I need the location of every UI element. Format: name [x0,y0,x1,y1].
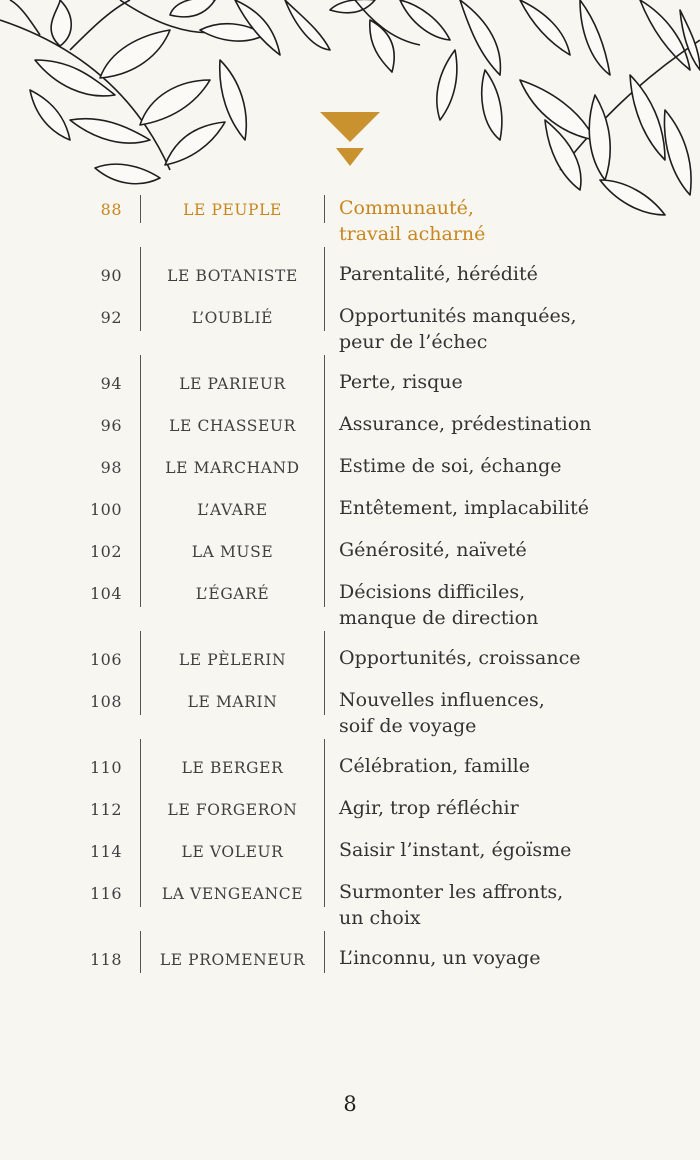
description-line: Opportunités manquées, [339,305,577,327]
toc-entry [70,411,670,439]
toc-entry [70,195,670,247]
description-line: travail acharné [339,223,486,245]
row-spacer [70,739,670,753]
toc-entry [70,453,670,481]
toc-entry [70,879,670,931]
row-spacer [70,439,670,453]
description-line: Estime de soi, échange [339,455,562,477]
row-spacer [70,781,670,795]
toc-entry [70,687,670,739]
entry-description [325,411,629,437]
entry-card-name: LE MARIN [140,687,325,715]
entry-card-name: L’AVARE [140,495,325,523]
entry-card-name: LE PEUPLE [140,195,325,223]
entry-description [325,453,629,479]
row-spacer [70,931,670,945]
entry-page-number: 98 [100,458,122,477]
entry-page-number: 108 [89,692,122,711]
entry-page-number: 100 [89,500,122,519]
toc-entry [70,495,670,523]
entry-page-number: 102 [89,542,122,561]
entry-description [325,645,629,671]
description-line: Assurance, prédestination [339,413,592,435]
entry-description [325,495,629,521]
row-spacer [70,523,670,537]
description-line: Parentalité, hérédité [339,263,538,285]
entry-page-number: 106 [89,650,122,669]
description-line: Surmonter les affronts, [339,881,564,903]
entry-card-name: LA VENGEANCE [140,879,325,907]
entry-description [325,303,629,355]
entry-description [325,195,629,247]
entry-page-number: 114 [89,842,122,861]
entry-page-number: 118 [89,950,122,969]
entry-card-name: LE BERGER [140,753,325,781]
row-spacer [70,865,670,879]
page-number: 8 [343,1092,357,1116]
toc-entry [70,537,670,565]
entry-description [325,753,629,779]
row-spacer [70,481,670,495]
description-line: Opportunités, croissance [339,647,581,669]
gold-triangle-emblem [320,112,380,167]
entry-page-number: 96 [100,416,122,435]
description-line: un choix [339,907,421,929]
entry-description [325,687,629,739]
toc-entry [70,837,670,865]
row-spacer [70,289,670,303]
row-spacer [70,355,670,369]
entry-description [325,261,629,287]
row-spacer [70,565,670,579]
entry-description [325,879,629,931]
entry-description [325,945,629,971]
description-line: L’inconnu, un voyage [339,947,541,969]
toc-entry [70,369,670,397]
entry-card-name: LE PARIEUR [140,369,325,397]
toc-entry [70,753,670,781]
entry-card-name: LE FORGERON [140,795,325,823]
description-line: Générosité, naïveté [339,539,527,561]
toc-entry [70,945,670,973]
entry-page-number: 104 [89,584,122,603]
toc-entry [70,261,670,289]
toc-entry [70,579,670,631]
description-line: Agir, trop réfléchir [339,797,519,819]
description-line: Perte, risque [339,371,463,393]
entry-page-number: 88 [100,200,122,219]
entry-card-name: LA MUSE [140,537,325,565]
toc-entry [70,303,670,355]
entry-description [325,837,629,863]
entry-page-number: 110 [89,758,122,777]
description-line: Célébration, famille [339,755,530,777]
description-line: Nouvelles influences, [339,689,545,711]
entry-page-number: 94 [100,374,122,393]
description-line: Saisir l’instant, égoïsme [339,839,572,861]
entry-page-number: 90 [100,266,122,285]
row-spacer [70,631,670,645]
description-line: Décisions difficiles, [339,581,526,603]
entry-card-name: L’OUBLIÉ [140,303,325,331]
entry-card-name: LE BOTANISTE [140,261,325,289]
toc-entry [70,795,670,823]
entry-description [325,537,629,563]
entry-page-number: 92 [100,308,122,327]
description-line: manque de direction [339,607,539,629]
table-of-contents [70,195,670,973]
entry-card-name: LE MARCHAND [140,453,325,481]
entry-description [325,369,629,395]
row-spacer [70,247,670,261]
row-spacer [70,823,670,837]
entry-description [325,795,629,821]
entry-card-name: LE PROMENEUR [140,945,325,973]
entry-card-name: L’ÉGARÉ [140,579,325,607]
row-spacer [70,397,670,411]
entry-card-name: LE VOLEUR [140,837,325,865]
entry-description [325,579,629,631]
entry-page-number: 112 [89,800,122,819]
description-line: peur de l’échec [339,331,488,353]
entry-card-name: LE PÈLERIN [140,645,325,673]
entry-page-number: 116 [89,884,122,903]
description-line: Communauté, [339,197,474,219]
description-line: soif de voyage [339,715,477,737]
description-line: Entêtement, implacabilité [339,497,589,519]
row-spacer [70,673,670,687]
toc-entry [70,645,670,673]
entry-card-name: LE CHASSEUR [140,411,325,439]
